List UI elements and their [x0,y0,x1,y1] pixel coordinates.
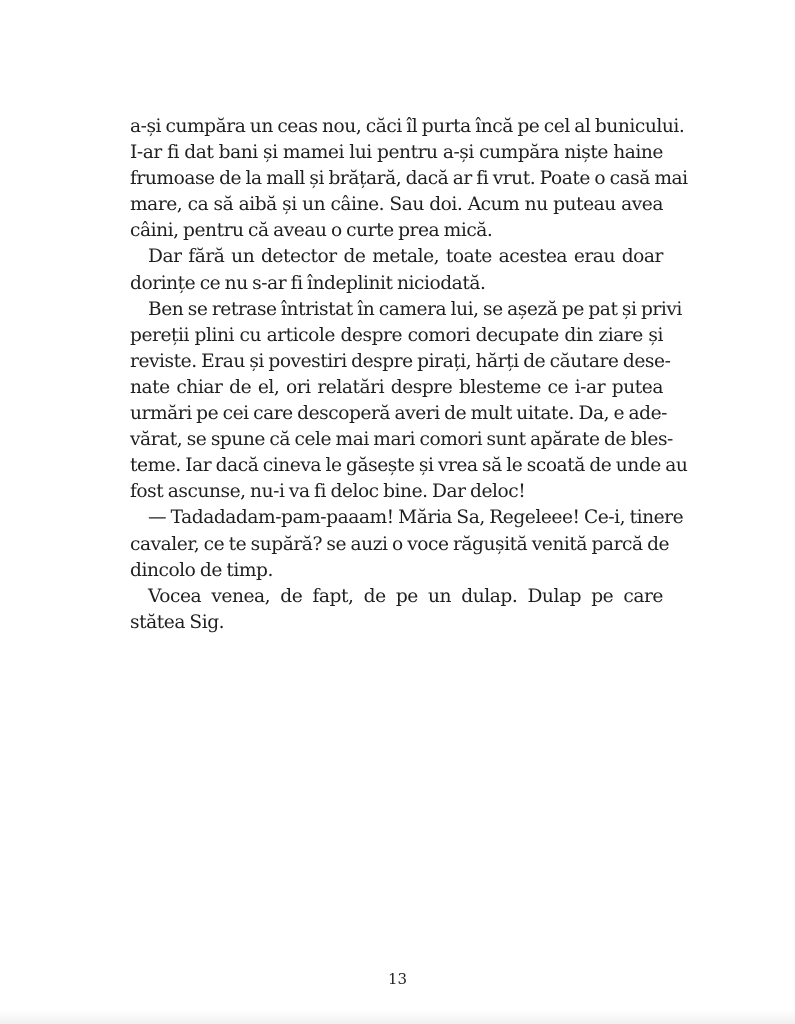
text-line: Ben se retrase întristat în camera lui, se așeză pe pat și privi [148,298,682,320]
text-line: reviste. Erau și povestiri despre pirați, hărți de căutare dese- [130,350,671,372]
text-line: Vocea venea, de fapt, de pe un dulap. Dulap pe care [148,585,663,607]
text-line: cavaler, ce te supără? se auzi o voce răgușită venită parcă de [130,533,670,555]
text-line: mare, ca să aibă și un câine. Sau doi. Acum nu puteau avea [130,194,663,216]
book-page-text [130,114,688,636]
text-line: I-ar fi dat bani și mamei lui pentru a-și cumpăra niște haine [130,142,663,164]
text-line: urmări pe cei care descoperă averi de mult uitate. Da, e ade- [130,403,667,425]
text-line: — Tadadadam-pam-paaam! Măria Sa, Regeleee! Ce-i, tinere [148,507,684,529]
text-line: frumoase de la mall și brățară, dacă ar fi vrut. Poate o casă mai [130,168,688,190]
text-line: Dar fără un detector de metale, toate acestea erau doar [148,246,663,268]
text-line: fost ascunse, nu-i va fi deloc bine. Dar deloc! [130,481,526,503]
text-line: nate chiar de el, ori relatări despre blesteme ce i-ar putea [130,376,663,398]
text-line: vărat, se spune că cele mai mari comori sunt apărate de bles- [130,429,673,451]
text-line: pereții plini cu articole despre comori decupate din ziare și [130,324,663,346]
text-line: stătea Sig. [130,611,225,633]
text-line: dincolo de timp. [130,559,273,581]
text-line: a-și cumpăra un ceas nou, căci îl purta încă pe cel al bunicului. [130,116,685,137]
page-number: 13 [387,970,408,988]
page-bottom-shade [0,1010,795,1024]
text-line: dorințe ce nu s-ar fi îndeplinit niciodată. [130,272,486,294]
text-line: teme. Iar dacă cineva le găsește și vrea să le scoată de unde au [130,455,688,477]
text-line: câini, pentru că aveau o curte prea mică. [130,220,493,242]
